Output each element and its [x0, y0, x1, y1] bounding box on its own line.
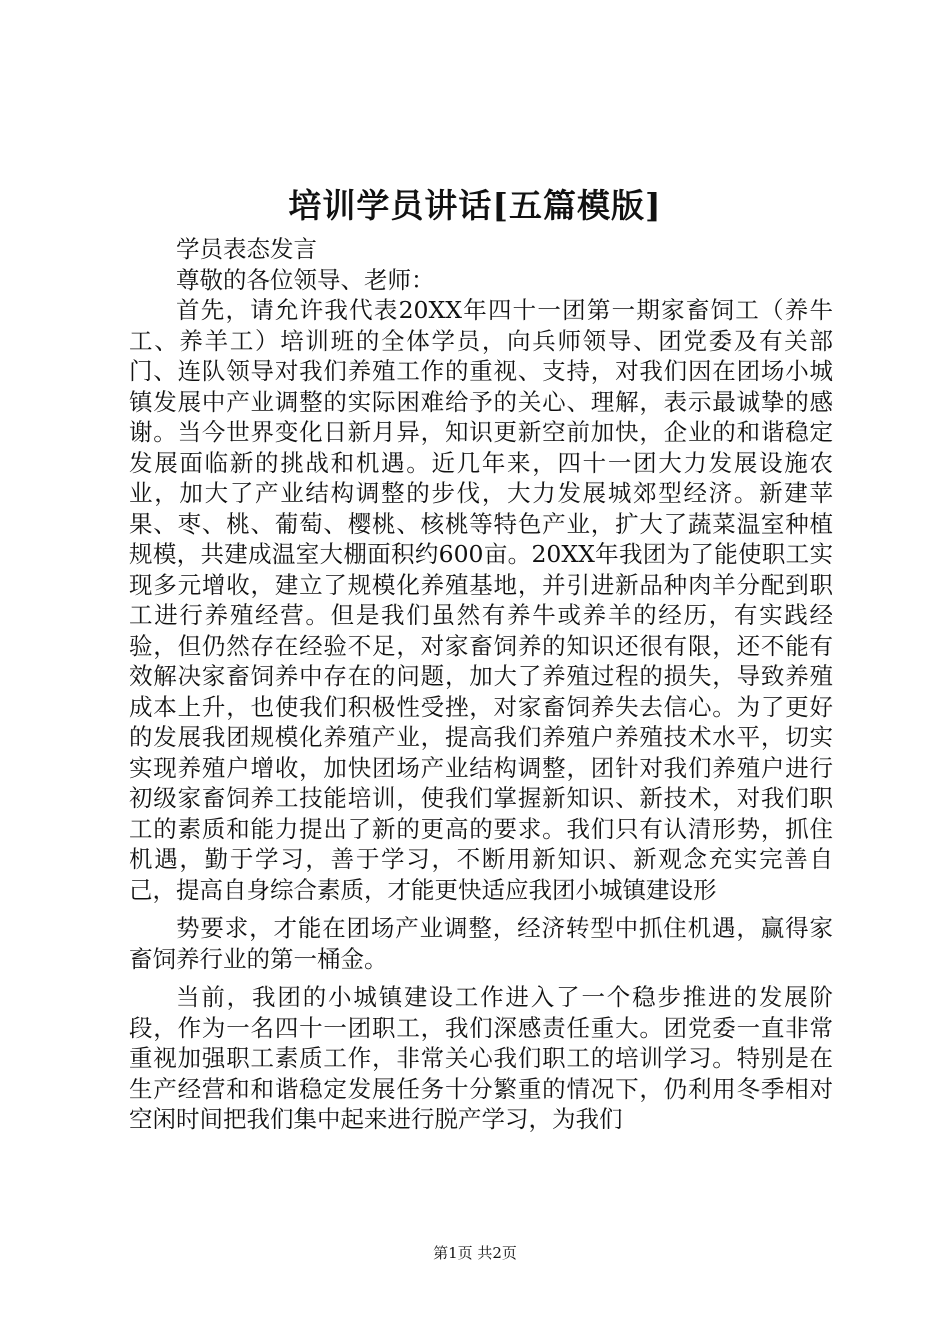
paragraph-2: 势要求，才能在团场产业调整，经济转型中抓住机遇，赢得家畜饲养行业的第一桶金。: [129, 914, 833, 973]
document-body: [129, 234, 833, 1135]
paragraph-3: 当前，我团的小城镇建设工作进入了一个稳步推进的发展阶段，作为一名四十一团职工，我们深感责任重大。团党委一直非常重视加强职工素质工作，非常关心我们职工的培训学习。特别是在生产经营和和谐稳定发展任务十分繁重的情况下，仍利用冬季相对空闲时间把我们集中起来进行脱产学习，为我们: [129, 983, 833, 1133]
document-title: 培训学员讲话[五篇模版]: [288, 186, 662, 225]
paragraph-salutation: 尊敬的各位领导、老师：: [176, 265, 435, 294]
page-footer: 第1页 共2页: [433, 1244, 517, 1262]
paragraph-1: 首先，请允许我代表20XX年四十一团第一期家畜饲工（养牛工、养羊工）培训班的全体学员，向兵师领导、团党委及有关部门、连队领导对我们养殖工作的重视、支持，对我们因在团场小城镇发展中产业调整的实际困难给予的关心、理解，表示最诚挚的感谢。当今世界变化日新月异，知识更新空前加快，企业的和谐稳定发展面临新的挑战和机遇。近几年来，四十一团大力发展设施农业，加大了产业结构调整的步伐，大力发展城郊型经济。新建苹果、枣、桃、葡萄、樱桃、核桃等特色产业，扩大了蔬菜温室种植规模，共建成温室大棚面积约600亩。20XX年我团为了能使职工实现多元增收，建立了规模化养殖基地，并引进新品种肉羊分配到职工进行养殖经营。但是我们虽然有养牛或养羊的经历，有实践经验，但仍然存在经验不足，对家畜饲养的知识还很有限，还不能有效解决家畜饲养中存在的问题，加大了养殖过程的损失，导致养殖成本上升，也使我们积极性受挫，对家畜饲养失去信心。为了更好的发展我团规模化养殖产业，提高我们养殖户养殖技术水平，切实实现养殖户增收，加快团场产业结构调整，团针对我们养殖户进行初级家畜饲养工技能培训，使我们掌握新知识、新技术，对我们职工的素质和能力提出了新的更高的要求。我们只有认清形势，抓住机遇，勤于学习，善于学习，不断用新知识、新观念充实完善自己，提高自身综合素质，才能更快适应我团小城镇建设形: [129, 296, 833, 904]
paragraph-heading: 学员表态发言: [176, 235, 317, 263]
